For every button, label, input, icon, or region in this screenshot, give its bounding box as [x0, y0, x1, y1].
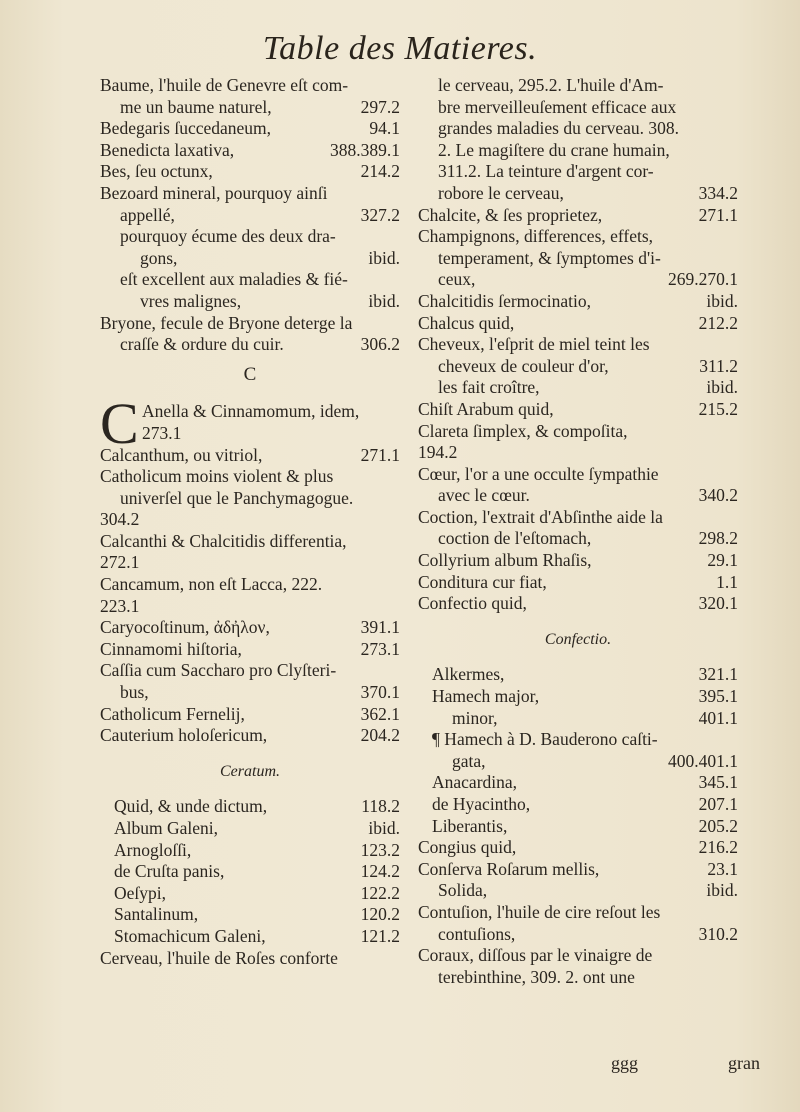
- c-entries: [100, 445, 400, 747]
- entry-line: [418, 967, 738, 989]
- entry-text: Stomachicum Galeni,: [114, 925, 266, 946]
- index-entry: [100, 466, 400, 531]
- index-entry: [432, 729, 738, 772]
- entry-line: [100, 183, 400, 205]
- entry-page: 23.1: [707, 858, 738, 879]
- entry-text: me un baume naturel,: [120, 96, 272, 117]
- entry-text: de Hyacintho,: [432, 794, 531, 814]
- index-entry: [418, 837, 738, 859]
- entry-line: [418, 859, 738, 881]
- entry-text: Caryocoſtinum, ἀδἠλον,: [100, 617, 270, 638]
- entry-text: Collyrium album Rhaſis,: [418, 550, 592, 571]
- entry-text: avec le cœur.: [438, 485, 530, 506]
- entry-text: ¶ Hamech à D. Bauderono caſti-: [432, 729, 658, 750]
- entry-line: [418, 313, 738, 335]
- index-entry: [100, 574, 400, 617]
- entry-line: [114, 818, 400, 840]
- entry-text: Catholicum Fernelij,: [100, 703, 245, 724]
- entry-page: 370.1: [360, 682, 400, 703]
- entry-page: 207.1: [698, 794, 738, 814]
- entry-page: 401.1: [698, 707, 738, 728]
- entry-text: Chalcitidis ſermocinatio,: [418, 290, 592, 311]
- entry-page: 124.2: [360, 861, 400, 882]
- page-title: Table des Matieres.: [262, 30, 538, 67]
- entry-text: Chalcus quid,: [418, 312, 515, 333]
- entry-page: 327.2: [360, 204, 400, 225]
- entry-text: de Cruſta panis,: [114, 861, 225, 882]
- index-entry: [418, 399, 738, 421]
- entry-line: [438, 377, 738, 399]
- entry-line: [100, 639, 400, 661]
- index-entry: [114, 926, 400, 948]
- entry-text: minor,: [452, 707, 498, 728]
- index-entry: [100, 140, 400, 162]
- index-entry: [418, 313, 738, 335]
- entry-page: 400.401.1: [668, 750, 738, 771]
- entry-line: [418, 269, 738, 291]
- entry-text: Coction, l'extrait d'Abſinthe aide la: [418, 506, 663, 527]
- index-entry: [114, 840, 400, 862]
- entry-text: craſſe & ordure du cuir.: [120, 334, 284, 355]
- entry-page: 272.1: [100, 552, 140, 573]
- entry-page: 340.2: [698, 485, 738, 506]
- entry-page: 271.1: [360, 444, 400, 465]
- cerveau-line: le cerveau, 295.2. L'huile d'Am-: [438, 75, 664, 95]
- entry-text: les fait croître,: [438, 377, 540, 398]
- entry-text: Contuſion, l'huile de cire reſout les: [418, 901, 661, 922]
- entry-page: 306.2: [360, 334, 400, 355]
- entry-line: [100, 488, 400, 510]
- index-entry: [114, 796, 400, 818]
- entry-page: 215.2: [698, 398, 738, 419]
- entry-text: Arnogloſſi,: [114, 839, 192, 860]
- index-entry: [100, 660, 400, 703]
- entry-text: Liberantis,: [432, 815, 508, 836]
- entry-line: [418, 205, 738, 227]
- entry-line: [418, 837, 738, 859]
- index-entry: [418, 421, 738, 464]
- entry-text: contuſions,: [438, 923, 516, 944]
- entry-line: [100, 140, 400, 162]
- entry-text: pourquoy écume des deux dra-: [120, 226, 336, 247]
- entry-text: eſt excellent aux maladies & fié-: [120, 269, 348, 290]
- entry-line: [120, 226, 400, 248]
- index-entry: [418, 945, 738, 988]
- entry-text: Catholicum moins violent & plus: [100, 466, 334, 487]
- entry-text: Cancamum, non eſt Lacca, 222.: [100, 574, 323, 595]
- entry-text: Cheveux, l'eſprit de miel teint les: [418, 334, 650, 355]
- entry-line: [418, 593, 738, 615]
- index-entry: [432, 708, 738, 730]
- entry-text: coction de l'eſtomach,: [438, 528, 592, 549]
- entry-text: Clareta ſimplex, & compoſita,: [418, 420, 628, 441]
- entry-line: [432, 794, 738, 816]
- entry-line: [100, 313, 400, 335]
- entry-line: [100, 118, 400, 140]
- entry-page: 122.2: [360, 882, 400, 903]
- entry-line: [100, 97, 400, 119]
- entry-page: 269.270.1: [668, 269, 738, 290]
- signature-mark: ggg: [611, 1053, 639, 1073]
- entry-line: [114, 904, 400, 926]
- entry-text: Congius quid,: [418, 837, 517, 858]
- entry-line: [418, 226, 738, 248]
- entry-page: 395.1: [698, 686, 738, 707]
- left-column: [100, 75, 400, 969]
- right-column: [418, 75, 738, 988]
- entry-text: Cauterium holoſericum,: [100, 725, 268, 746]
- index-entry: [100, 118, 400, 140]
- entry-text: Bezoard mineral, pourquoy ainſi: [100, 182, 328, 203]
- c-entries-right: [418, 205, 738, 615]
- entry-text: Quid, & unde dictum,: [114, 796, 268, 817]
- c-first-text: Anella & Cinnamomum, idem,: [142, 401, 360, 422]
- entry-line: [100, 574, 400, 596]
- entry-line: [100, 75, 400, 97]
- cerveau-line: bre merveilleuſement efficace aux: [438, 96, 677, 117]
- index-entry: [100, 704, 400, 726]
- index-entry: [432, 816, 738, 838]
- entry-page: 214.2: [360, 161, 400, 182]
- index-entry: [114, 904, 400, 926]
- entry-page: 123.2: [360, 839, 400, 860]
- entry-text: Chiſt Arabum quid,: [418, 398, 554, 419]
- b-entries: [100, 75, 400, 356]
- index-entry: [418, 464, 738, 507]
- entry-text: Champignons, differences, effets,: [418, 226, 654, 247]
- entry-text: vres malignes,: [140, 290, 242, 311]
- confectio-heading: Confectio.: [544, 630, 612, 648]
- page-footer: [611, 1053, 760, 1074]
- ceratum-entries: [100, 796, 400, 947]
- entry-page: 297.2: [360, 96, 400, 117]
- entry-text: Album Galeni,: [114, 818, 219, 838]
- entry-line: [100, 704, 400, 726]
- entry-text: Oeſypi,: [114, 882, 167, 903]
- entry-page: 1.1: [716, 571, 738, 592]
- entry-text: temperament, & ſymptomes d'i-: [438, 247, 661, 268]
- cerveau-line: robore le cerveau, 334.2: [438, 182, 738, 203]
- entry-line: [432, 816, 738, 838]
- entry-text: Baume, l'huile de Genevre eſt com-: [100, 75, 349, 95]
- entry-text: Cœur, l'or a une occulte ſympathie: [418, 463, 659, 484]
- entry-text: Alkermes,: [432, 664, 505, 685]
- entry-text: Coraux, diſſous par le vinaigre de: [418, 945, 653, 966]
- index-entry: [432, 794, 738, 816]
- confectio-entries: [418, 664, 738, 837]
- entry-line: [114, 796, 400, 818]
- entry-page: ibid.: [368, 818, 400, 838]
- entry-line: [120, 269, 400, 291]
- entry-line: [418, 945, 738, 967]
- index-entry: [418, 291, 738, 313]
- entry-line: [418, 902, 738, 924]
- cerveau-line: grandes maladies du cerveau. 308.: [438, 118, 680, 139]
- index-entry: [100, 531, 400, 574]
- entry-page: 205.2: [698, 815, 738, 836]
- entry-line: [100, 617, 400, 639]
- entry-line: [452, 708, 738, 730]
- entry-page: 204.2: [360, 725, 400, 746]
- entry-text: Confectio quid,: [418, 593, 527, 614]
- entry-page: 271.1: [698, 204, 738, 225]
- entry-page: 310.2: [698, 923, 738, 944]
- entry-line: [432, 772, 738, 794]
- index-entry: [418, 572, 738, 594]
- entry-line: [100, 466, 400, 488]
- entry-line: [418, 399, 738, 421]
- entry-page: 194.2: [418, 442, 458, 463]
- entry-line: [418, 334, 738, 356]
- index-entry: [432, 664, 738, 686]
- entry-text: Bryone, fecule de Bryone deterge la: [100, 312, 353, 333]
- entry-text: gons,: [140, 247, 178, 268]
- entry-text: appellé,: [120, 204, 175, 225]
- entry-text: Hamech major,: [432, 686, 540, 707]
- entry-page: ibid.: [706, 290, 738, 311]
- entry-text: Bes, ſeu octunx,: [100, 161, 213, 182]
- entry-line: [114, 883, 400, 905]
- entry-line: [432, 686, 738, 708]
- index-entry: [418, 593, 738, 615]
- entry-page: 388.389.1: [330, 139, 400, 160]
- entry-text: bus,: [120, 682, 149, 703]
- entry-text: cheveux de couleur d'or,: [438, 355, 609, 376]
- entry-page: ibid.: [368, 247, 400, 268]
- entry-line: [418, 291, 738, 313]
- entry-line: [418, 356, 738, 378]
- entry-line: [438, 880, 738, 902]
- index-entry: [114, 861, 400, 883]
- entry-line: [100, 445, 400, 467]
- entry-line: [120, 291, 400, 313]
- entry-line: [418, 507, 738, 529]
- index-entry: [418, 859, 738, 881]
- index-entry: [100, 313, 400, 356]
- entry-page: 212.2: [698, 312, 738, 333]
- entry-page: 321.1: [698, 664, 738, 685]
- entry-text: Cinnamomi hiſtoria,: [100, 638, 242, 659]
- entry-text: Caſſia cum Saccharo pro Clyſteri-: [100, 660, 337, 681]
- index-entry: [418, 550, 738, 572]
- entry-line: [418, 550, 738, 572]
- index-entry: [114, 818, 400, 840]
- entry-text: Conſerva Roſarum mellis,: [418, 858, 600, 879]
- entry-page: ibid.: [706, 880, 738, 901]
- entry-text: Chalcite, & ſes proprietez,: [418, 204, 603, 225]
- index-entry: [100, 269, 400, 312]
- entry-page: 223.1: [100, 595, 140, 616]
- entry-line: [100, 334, 400, 356]
- entry-page: 121.2: [360, 925, 400, 946]
- entry-line: [100, 161, 400, 183]
- index-entry: [418, 507, 738, 550]
- index-entry: [418, 205, 738, 227]
- index-entry: [100, 226, 400, 269]
- entry-text: Bedegaris ſuccedaneum,: [100, 118, 272, 139]
- entry-text: Santalinum,: [114, 904, 199, 925]
- index-entry: [418, 226, 738, 291]
- entry-line: [418, 924, 738, 946]
- cerveau-continuation: [418, 75, 738, 205]
- entry-page: 120.2: [360, 904, 400, 925]
- entry-line: [100, 660, 400, 682]
- entry-text: terebinthine, 309. 2. ont une: [438, 966, 635, 987]
- cerveau-line: 311.2. La teinture d'argent cor-: [438, 161, 654, 182]
- entry-page: 304.2: [100, 509, 140, 530]
- entry-line: [100, 205, 400, 227]
- entry-page: 273.1: [360, 638, 400, 659]
- entry-text: Benedicta laxativa,: [100, 139, 235, 160]
- entry-text: Calcanthum, ou vitriol,: [100, 444, 263, 465]
- index-entry: [100, 639, 400, 661]
- entry-page: ibid.: [368, 290, 400, 311]
- index-entry: [432, 686, 738, 708]
- index-entry: [114, 883, 400, 905]
- entry-text: gata,: [452, 750, 486, 771]
- index-entry: [100, 725, 400, 747]
- index-entry: [100, 445, 400, 467]
- index-entry: [100, 161, 400, 183]
- index-entry: [418, 377, 738, 399]
- entry-text: Solida,: [438, 880, 488, 901]
- entry-text: Conditura cur fiat,: [418, 571, 547, 592]
- entry-line: [114, 840, 400, 862]
- index-entry: [100, 183, 400, 226]
- entry-page: 118.2: [361, 796, 400, 817]
- c-first-page: 273.1: [142, 422, 182, 443]
- index-entry: [418, 334, 738, 377]
- entry-page: 298.2: [698, 528, 738, 549]
- index-entry: [432, 772, 738, 794]
- entry-line: [418, 464, 738, 486]
- index-entry: [100, 75, 400, 118]
- entry-line: [432, 751, 738, 773]
- entry-line: [418, 421, 738, 443]
- left-last-line: Cerveau, l'huile de Roſes conforte: [100, 947, 338, 968]
- entry-line: [100, 725, 400, 747]
- entry-text: Calcanthi & Chalcitidis differentia,: [100, 530, 347, 551]
- entry-page: 311.2: [699, 355, 738, 376]
- drop-cap: C: [100, 391, 139, 457]
- entry-page: ibid.: [706, 377, 738, 398]
- entry-page: 94.1: [369, 118, 400, 139]
- ceratum-heading: Ceratum.: [220, 762, 280, 780]
- entry-line: [418, 248, 738, 270]
- entry-line: [418, 485, 738, 507]
- index-entry: [418, 880, 738, 902]
- catchword: gran: [728, 1053, 760, 1073]
- entry-page: 29.1: [707, 550, 738, 571]
- index-entry: [100, 617, 400, 639]
- entry-page: 216.2: [698, 837, 738, 858]
- entry-line: [114, 926, 400, 948]
- entry-page: 320.1: [698, 593, 738, 614]
- entry-text: Anacardina,: [432, 772, 518, 793]
- entry-line: [432, 664, 738, 686]
- cerveau-line: 2. Le magiſtere du crane humain,: [438, 139, 670, 160]
- entry-text: ceux,: [438, 269, 476, 290]
- entry-line: [120, 248, 400, 270]
- entry-text: univerſel que le Panchymagogue.: [120, 487, 354, 508]
- entry-page: 345.1: [698, 772, 738, 793]
- index-entry: [418, 902, 738, 945]
- entry-line: [432, 729, 738, 751]
- entry-line: [100, 682, 400, 704]
- entry-page: 391.1: [360, 617, 400, 638]
- entry-page: 362.1: [360, 703, 400, 724]
- entry-line: [100, 531, 400, 553]
- entry-line: [114, 861, 400, 883]
- entry-line: [418, 528, 738, 550]
- section-letter: C: [243, 363, 257, 385]
- entry-line: [418, 572, 738, 594]
- tail-entries: [418, 837, 738, 988]
